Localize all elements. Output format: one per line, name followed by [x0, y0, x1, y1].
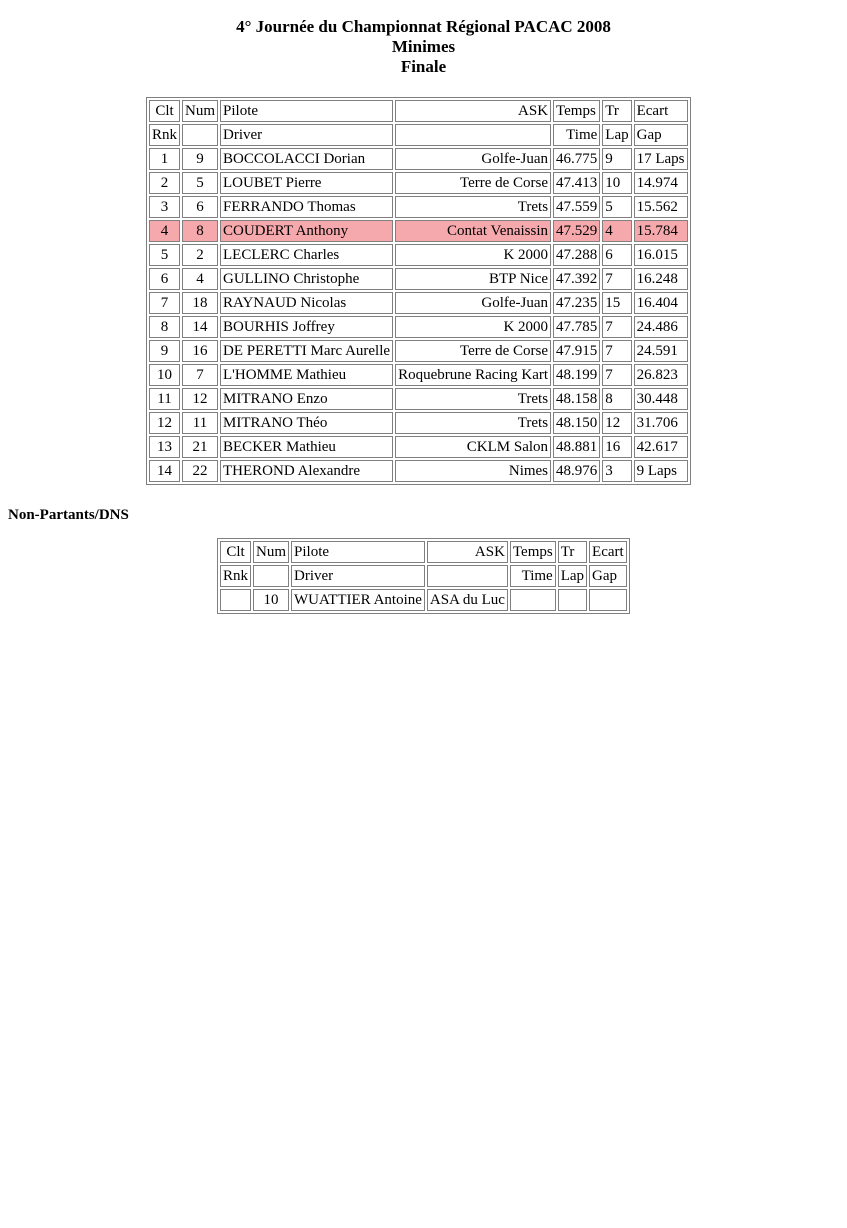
- cell-rank: 2: [149, 172, 180, 194]
- cell-rank: 13: [149, 436, 180, 458]
- header-time: Temps: [553, 100, 600, 122]
- cell-gap: 24.486: [634, 316, 688, 338]
- header-time: Time: [510, 565, 556, 587]
- header-club: [395, 124, 551, 146]
- cell-rank: 14: [149, 460, 180, 482]
- cell-number: 10: [253, 589, 289, 611]
- table-row: [149, 292, 688, 314]
- header-rank: Clt: [149, 100, 180, 122]
- cell-number: 5: [182, 172, 218, 194]
- table-row: [149, 412, 688, 434]
- cell-driver: MITRANO Enzo: [220, 388, 393, 410]
- cell-gap: 16.015: [634, 244, 688, 266]
- cell-time: 47.529: [553, 220, 600, 242]
- cell-driver: THEROND Alexandre: [220, 460, 393, 482]
- header-gap: Ecart: [589, 541, 627, 563]
- cell-time: 47.559: [553, 196, 600, 218]
- cell-driver: COUDERT Anthony: [220, 220, 393, 242]
- cell-laps: 5: [602, 196, 631, 218]
- header-number: [253, 565, 289, 587]
- cell-number: 22: [182, 460, 218, 482]
- results-table-body: [149, 100, 688, 482]
- cell-laps: [558, 589, 587, 611]
- cell-gap: 9 Laps: [634, 460, 688, 482]
- cell-rank: 9: [149, 340, 180, 362]
- table-row: [149, 268, 688, 290]
- cell-driver: FERRANDO Thomas: [220, 196, 393, 218]
- cell-gap: 16.248: [634, 268, 688, 290]
- results-header-row-fr: [149, 100, 688, 122]
- cell-time: 47.915: [553, 340, 600, 362]
- cell-rank: 5: [149, 244, 180, 266]
- header-driver: Pilote: [291, 541, 425, 563]
- cell-laps: 15: [602, 292, 631, 314]
- header-driver: Driver: [291, 565, 425, 587]
- cell-club: CKLM Salon: [395, 436, 551, 458]
- cell-time: 47.413: [553, 172, 600, 194]
- cell-gap: 31.706: [634, 412, 688, 434]
- cell-gap: 24.591: [634, 340, 688, 362]
- header-time: Time: [553, 124, 600, 146]
- cell-driver: BOCCOLACCI Dorian: [220, 148, 393, 170]
- cell-gap: 30.448: [634, 388, 688, 410]
- dns-header-row-en: [220, 565, 627, 587]
- table-row: [149, 220, 688, 242]
- cell-rank: 11: [149, 388, 180, 410]
- cell-rank: 10: [149, 364, 180, 386]
- cell-gap: 15.562: [634, 196, 688, 218]
- cell-laps: 7: [602, 316, 631, 338]
- dns-section-title: Non-Partants/DNS: [8, 507, 129, 523]
- header-laps: Lap: [558, 565, 587, 587]
- cell-time: 47.392: [553, 268, 600, 290]
- cell-time: 48.150: [553, 412, 600, 434]
- cell-club: ASA du Luc: [427, 589, 508, 611]
- header-number: [182, 124, 218, 146]
- header-club: [427, 565, 508, 587]
- header-time: Temps: [510, 541, 556, 563]
- cell-driver: MITRANO Théo: [220, 412, 393, 434]
- cell-gap: 42.617: [634, 436, 688, 458]
- table-row: [149, 364, 688, 386]
- cell-rank: 12: [149, 412, 180, 434]
- cell-time: 47.235: [553, 292, 600, 314]
- cell-rank: 8: [149, 316, 180, 338]
- cell-laps: 4: [602, 220, 631, 242]
- table-row: [149, 316, 688, 338]
- header-laps: Tr: [558, 541, 587, 563]
- header-number: Num: [253, 541, 289, 563]
- cell-number: 9: [182, 148, 218, 170]
- header-rank: Clt: [220, 541, 251, 563]
- header-rank: Rnk: [220, 565, 251, 587]
- cell-driver: GULLINO Christophe: [220, 268, 393, 290]
- cell-rank: 4: [149, 220, 180, 242]
- event-title: 4° Journée du Championnat Régional PACAC 2008: [236, 17, 611, 36]
- cell-laps: 12: [602, 412, 631, 434]
- cell-rank: 3: [149, 196, 180, 218]
- cell-club: Contat Venaissin: [395, 220, 551, 242]
- cell-club: Trets: [395, 412, 551, 434]
- dns-header-row-fr: [220, 541, 627, 563]
- header-rank: Rnk: [149, 124, 180, 146]
- table-row: [149, 340, 688, 362]
- header-number: Num: [182, 100, 218, 122]
- category-title: Minimes: [391, 37, 456, 56]
- table-row: [220, 589, 627, 611]
- cell-driver: BECKER Mathieu: [220, 436, 393, 458]
- cell-laps: 3: [602, 460, 631, 482]
- cell-laps: 6: [602, 244, 631, 266]
- cell-driver: LOUBET Pierre: [220, 172, 393, 194]
- cell-club: Golfe-Juan: [395, 292, 551, 314]
- table-row: [149, 460, 688, 482]
- table-row: [149, 244, 688, 266]
- cell-number: 8: [182, 220, 218, 242]
- header-gap: Ecart: [634, 100, 688, 122]
- table-row: [149, 388, 688, 410]
- cell-club: Nimes: [395, 460, 551, 482]
- cell-rank: [220, 589, 251, 611]
- header-gap: Gap: [634, 124, 688, 146]
- cell-club: Golfe-Juan: [395, 148, 551, 170]
- cell-laps: 10: [602, 172, 631, 194]
- cell-laps: 9: [602, 148, 631, 170]
- cell-number: 2: [182, 244, 218, 266]
- cell-number: 6: [182, 196, 218, 218]
- session-title: Finale: [400, 57, 447, 76]
- cell-time: [510, 589, 556, 611]
- cell-driver: WUATTIER Antoine: [291, 589, 425, 611]
- cell-number: 11: [182, 412, 218, 434]
- cell-number: 16: [182, 340, 218, 362]
- cell-driver: DE PERETTI Marc Aurelle: [220, 340, 393, 362]
- cell-club: BTP Nice: [395, 268, 551, 290]
- cell-rank: 6: [149, 268, 180, 290]
- cell-club: K 2000: [395, 316, 551, 338]
- cell-laps: 16: [602, 436, 631, 458]
- header-gap: Gap: [589, 565, 627, 587]
- page-title-block: [0, 0, 847, 77]
- table-row: [149, 172, 688, 194]
- table-row: [149, 436, 688, 458]
- header-driver: Pilote: [220, 100, 393, 122]
- header-laps: Lap: [602, 124, 631, 146]
- cell-gap: 26.823: [634, 364, 688, 386]
- results-header-row-en: [149, 124, 688, 146]
- dns-table-body: [220, 541, 627, 611]
- table-row: [149, 196, 688, 218]
- cell-time: 47.288: [553, 244, 600, 266]
- cell-number: 4: [182, 268, 218, 290]
- cell-number: 18: [182, 292, 218, 314]
- cell-gap: [589, 589, 627, 611]
- cell-club: Trets: [395, 196, 551, 218]
- cell-number: 12: [182, 388, 218, 410]
- cell-laps: 7: [602, 340, 631, 362]
- cell-gap: 15.784: [634, 220, 688, 242]
- results-table: [146, 97, 691, 485]
- cell-driver: L'HOMME Mathieu: [220, 364, 393, 386]
- cell-laps: 7: [602, 364, 631, 386]
- cell-club: Roquebrune Racing Kart: [395, 364, 551, 386]
- cell-club: Terre de Corse: [395, 172, 551, 194]
- cell-number: 21: [182, 436, 218, 458]
- cell-time: 47.785: [553, 316, 600, 338]
- cell-laps: 8: [602, 388, 631, 410]
- cell-club: Terre de Corse: [395, 340, 551, 362]
- cell-driver: BOURHIS Joffrey: [220, 316, 393, 338]
- cell-laps: 7: [602, 268, 631, 290]
- cell-number: 14: [182, 316, 218, 338]
- header-driver: Driver: [220, 124, 393, 146]
- cell-time: 48.881: [553, 436, 600, 458]
- cell-gap: 16.404: [634, 292, 688, 314]
- cell-rank: 1: [149, 148, 180, 170]
- dns-table: [217, 538, 630, 614]
- cell-rank: 7: [149, 292, 180, 314]
- cell-gap: 14.974: [634, 172, 688, 194]
- header-laps: Tr: [602, 100, 631, 122]
- cell-time: 48.199: [553, 364, 600, 386]
- cell-driver: LECLERC Charles: [220, 244, 393, 266]
- cell-time: 48.158: [553, 388, 600, 410]
- cell-club: K 2000: [395, 244, 551, 266]
- cell-time: 46.775: [553, 148, 600, 170]
- cell-time: 48.976: [553, 460, 600, 482]
- header-club: ASK: [427, 541, 508, 563]
- cell-number: 7: [182, 364, 218, 386]
- cell-gap: 17 Laps: [634, 148, 688, 170]
- table-row: [149, 148, 688, 170]
- cell-club: Trets: [395, 388, 551, 410]
- header-club: ASK: [395, 100, 551, 122]
- cell-driver: RAYNAUD Nicolas: [220, 292, 393, 314]
